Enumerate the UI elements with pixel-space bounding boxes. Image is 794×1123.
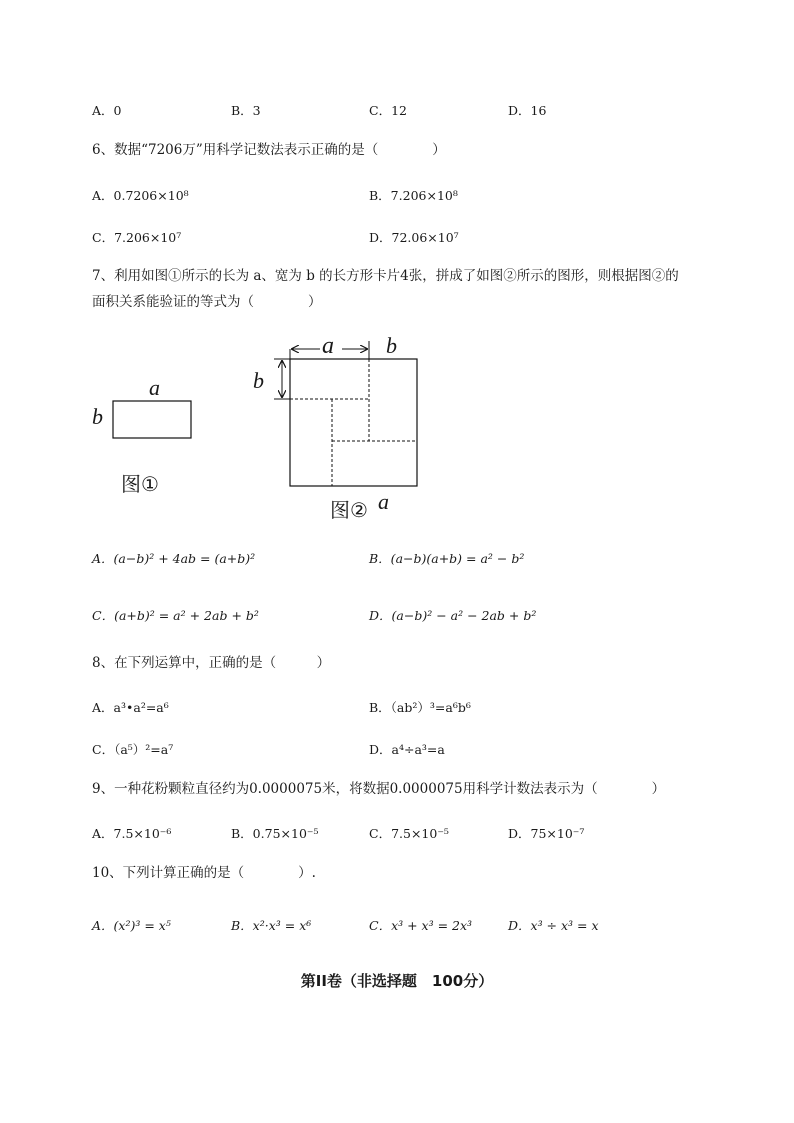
figure-2-label-a-top: a [322, 333, 334, 359]
q8-stem: 8、在下列运算中，正确的是（ ） [92, 655, 331, 671]
q6-option-d: D．72.06×10⁷ [369, 230, 459, 245]
figure-2-square [270, 335, 430, 495]
q10-option-a: A．(x²)³ = x⁵ [92, 918, 171, 933]
figure-2-title: 图② [330, 498, 368, 522]
figure-2-label-a-bottom: a [378, 489, 389, 514]
q8-option-c: C．（a⁵）²=a⁷ [92, 742, 174, 757]
q6-stem: 6、数据“7206万”用科学记数法表示正确的是（ ） [92, 142, 446, 158]
q10-option-b: B．x²·x³ = x⁶ [231, 918, 312, 933]
q6-option-b: B．7.206×10⁸ [369, 188, 458, 203]
q5-option-b: B．3 [231, 103, 261, 118]
q5-option-a: A．0 [92, 103, 122, 118]
q7-stem-line1: 7、利用如图①所示的长为 a、宽为 b 的长方形卡片4张，拼成了如图②所示的图形，则根据图②的 [92, 268, 679, 284]
figure-1-label-a: a [149, 375, 160, 400]
q8-option-d: D．a⁴÷a³=a [369, 742, 445, 757]
q9-option-a: A．7.5×10⁻⁶ [92, 826, 172, 841]
q9-option-c: C．7.5×10⁻⁵ [369, 826, 449, 841]
q5-option-c: C．12 [369, 103, 407, 118]
q6-option-c: C．7.206×10⁷ [92, 230, 182, 245]
q7-option-b: B．(a−b)(a+b) = a² − b² [369, 551, 525, 566]
figure-1-title: 图① [121, 472, 159, 496]
q10-option-d: D．x³ ÷ x³ = x [508, 918, 599, 933]
section-title: 第II卷（非选择题 100分） [300, 972, 494, 990]
q7-option-a: A．(a−b)² + 4ab = (a+b)² [92, 551, 256, 566]
q9-option-b: B．0.75×10⁻⁵ [231, 826, 319, 841]
q9-stem: 9、一种花粉颗粒直径约为0.0000075米，将数据0.0000075用科学计数法表示为（ ） [92, 781, 666, 797]
figure-1-label-b: b [92, 404, 103, 429]
q7-option-c: C．(a+b)² = a² + 2ab + b² [92, 608, 259, 623]
figure-2-label-b-left: b [253, 368, 264, 393]
q8-option-b: B．（ab²）³=a⁶b⁶ [369, 700, 471, 715]
q9-option-d: D．75×10⁻⁷ [508, 826, 585, 841]
q6-option-a: A．0.7206×10⁸ [92, 188, 189, 203]
q8-option-a: A．a³•a²=a⁶ [92, 700, 169, 715]
q7-option-d: D．(a−b)² − a² − 2ab + b² [369, 608, 537, 623]
figure-1-rectangle [112, 400, 194, 440]
q10-stem: 10、下列计算正确的是（ ）. [92, 865, 316, 881]
figure-2-label-b-top: b [386, 333, 397, 358]
q5-option-d: D．16 [508, 103, 547, 118]
q10-option-c: C．x³ + x³ = 2x³ [369, 918, 473, 933]
q7-stem-line2: 面积关系能验证的等式为（ ） [92, 294, 322, 310]
